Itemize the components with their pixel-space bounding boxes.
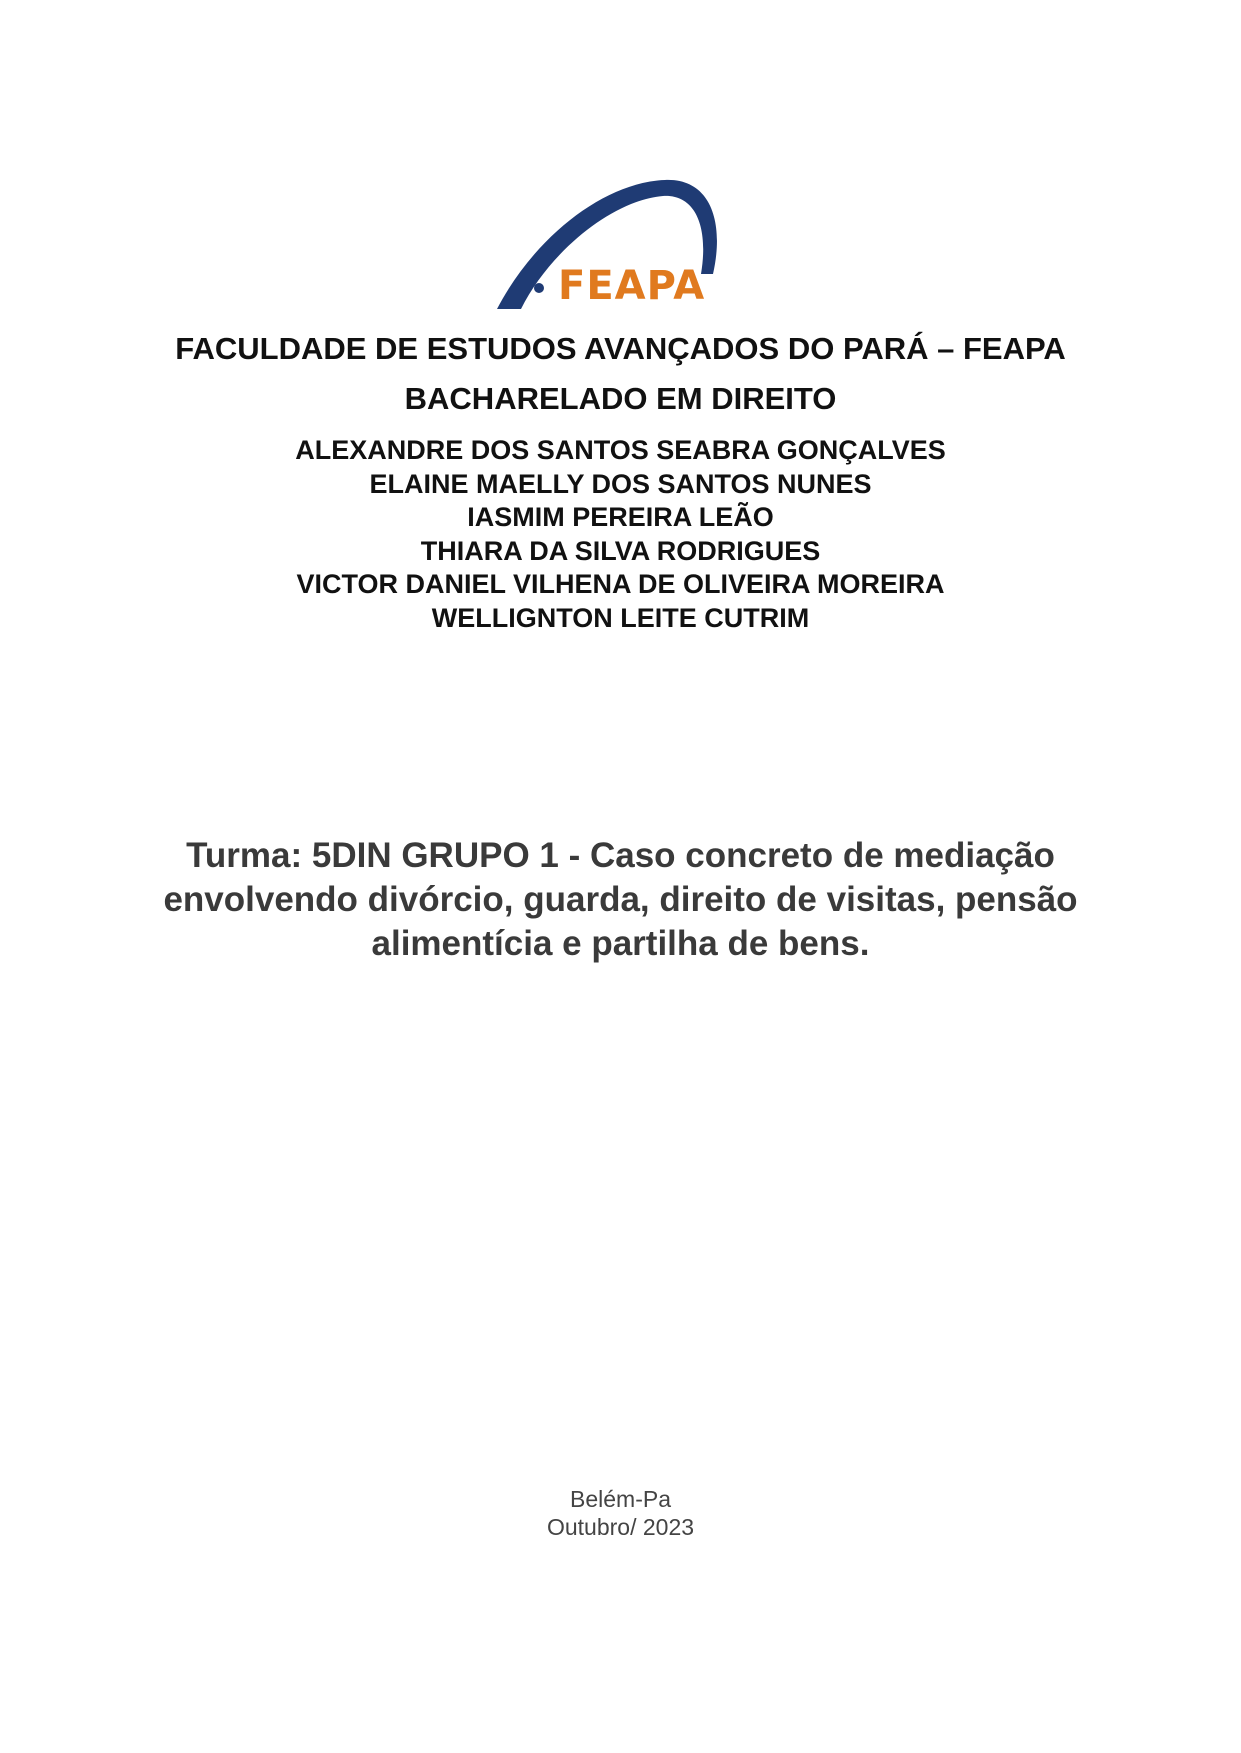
author-name: ELAINE MAELLY DOS SANTOS NUNES [369, 468, 872, 499]
footer-date: Outubro/ 2023 [546, 1514, 695, 1540]
author-name: WELLIGNTON LEITE CUTRIM [431, 602, 810, 633]
title-line: envolvendo divórcio, guarda, direito de visitas, pensão [163, 880, 1078, 919]
title-line: alimentícia e partilha de bens. [371, 924, 870, 963]
institution-name: FACULDADE DE ESTUDOS AVANÇADOS DO PARÁ – FEAPA [175, 331, 1066, 366]
author-name: ALEXANDRE DOS SANTOS SEABRA GONÇALVES [295, 435, 946, 465]
author-name: IASMIM PEREIRA LEÃO [467, 502, 774, 532]
author-name: THIARA DA SILVA RODRIGUES [420, 535, 821, 566]
footer-city: Belém-Pa [570, 1486, 671, 1512]
title-line: Turma: 5DIN GRUPO 1 - Caso concreto de mediação [186, 836, 1055, 875]
document-footer [0, 1485, 1241, 1541]
logo-text: FEAPA [558, 263, 706, 309]
author-list [0, 434, 1241, 635]
document-title [0, 834, 1241, 966]
feapa-logo [495, 176, 725, 314]
course-name: BACHARELADO EM DIREITO [404, 381, 837, 416]
author-name: VICTOR DANIEL VILHENA DE OLIVEIRA MOREIRA [296, 569, 945, 599]
